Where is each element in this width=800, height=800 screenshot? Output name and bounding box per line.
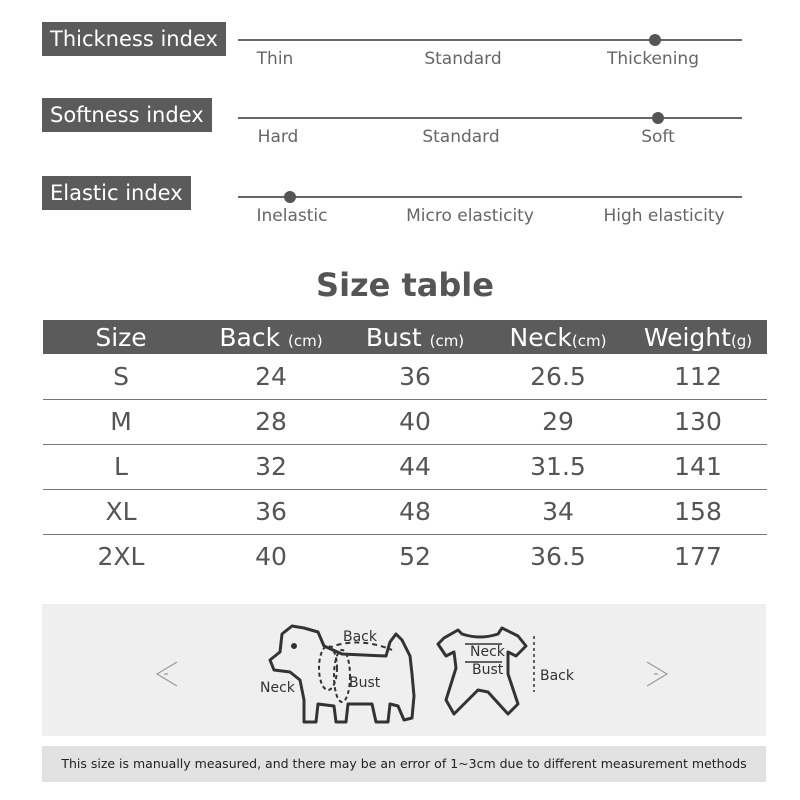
cell-weight: 141 — [629, 444, 767, 489]
thickness-index-marker — [649, 34, 661, 46]
softness-option-hard: Hard — [257, 127, 299, 147]
table-row — [43, 354, 767, 399]
cell-weight: 130 — [629, 399, 767, 444]
elastic-option-inelastic: Inelastic — [256, 206, 328, 226]
cell-back: 24 — [199, 354, 343, 399]
table-row — [43, 534, 767, 579]
elastic-index-label: Elastic index — [42, 176, 191, 210]
cell-neck: 26.5 — [487, 354, 629, 399]
elastic-option-micro: Micro elasticity — [406, 206, 534, 226]
garment-label-neck: Neck — [470, 644, 505, 660]
softness-option-soft: Soft — [641, 127, 675, 147]
header-weight: Weight(g) — [629, 320, 767, 354]
cell-back: 40 — [255, 542, 287, 572]
cell-neck: 34 — [487, 489, 629, 534]
measurement-illustration — [42, 604, 766, 736]
table-row — [43, 399, 767, 444]
thickness-option-standard: Standard — [424, 49, 502, 69]
softness-index-label: Softness index — [42, 98, 212, 132]
cell-neck: 29 — [487, 399, 629, 444]
chevron-left-icon — [157, 662, 177, 686]
elastic-option-high: High elasticity — [603, 206, 725, 226]
cell-neck: 36.5 — [530, 542, 586, 572]
softness-option-standard: Standard — [422, 127, 500, 147]
softness-index-marker — [652, 112, 664, 124]
elastic-index-marker — [284, 191, 296, 203]
thickness-option-thickening: Thickening — [607, 49, 699, 69]
cell-bust: 36 — [343, 354, 487, 399]
cell-neck: 31.5 — [487, 444, 629, 489]
cell-size: L — [43, 444, 199, 489]
cell-size: XL — [43, 489, 199, 534]
table-row — [43, 489, 767, 534]
table-row — [43, 444, 767, 489]
measurement-diagram — [42, 604, 766, 736]
elastic-index-scale — [238, 196, 742, 198]
dog-outline-icon — [270, 626, 414, 722]
garment-label-bust: Bust — [472, 662, 504, 678]
cell-weight: 177 — [674, 542, 722, 572]
dog-label-back: Back — [343, 629, 377, 645]
header-back: Back (cm) — [199, 320, 343, 354]
cell-back: 36 — [199, 489, 343, 534]
cell-size: 2XL — [97, 542, 145, 572]
cell-back: 28 — [199, 399, 343, 444]
cell-back: 32 — [199, 444, 343, 489]
chevron-right-icon — [647, 662, 667, 686]
cell-bust: 48 — [343, 489, 487, 534]
cell-size: S — [43, 354, 199, 399]
thickness-option-thin: Thin — [256, 49, 294, 69]
thickness-index-scale — [238, 39, 742, 41]
size-table-header — [43, 320, 767, 354]
size-table — [43, 320, 767, 579]
cell-bust: 40 — [343, 399, 487, 444]
cell-bust: 44 — [343, 444, 487, 489]
dog-label-neck: Neck — [260, 680, 295, 696]
cell-size: M — [43, 399, 199, 444]
garment-label-back: Back — [540, 668, 574, 684]
cell-bust: 52 — [399, 542, 431, 572]
header-neck: Neck(cm) — [487, 320, 629, 354]
measurement-note: This size is manually measured, and there may be an error of 1~3cm due to different measurement methods — [42, 746, 766, 782]
cell-weight: 158 — [629, 489, 767, 534]
softness-index-scale — [238, 117, 742, 119]
cell-weight: 112 — [629, 354, 767, 399]
dog-label-bust: Bust — [349, 675, 381, 691]
thickness-index-label: Thickness index — [42, 22, 226, 56]
size-table-title: Size table — [316, 266, 494, 304]
header-size: Size — [43, 320, 199, 354]
header-bust: Bust (cm) — [343, 320, 487, 354]
